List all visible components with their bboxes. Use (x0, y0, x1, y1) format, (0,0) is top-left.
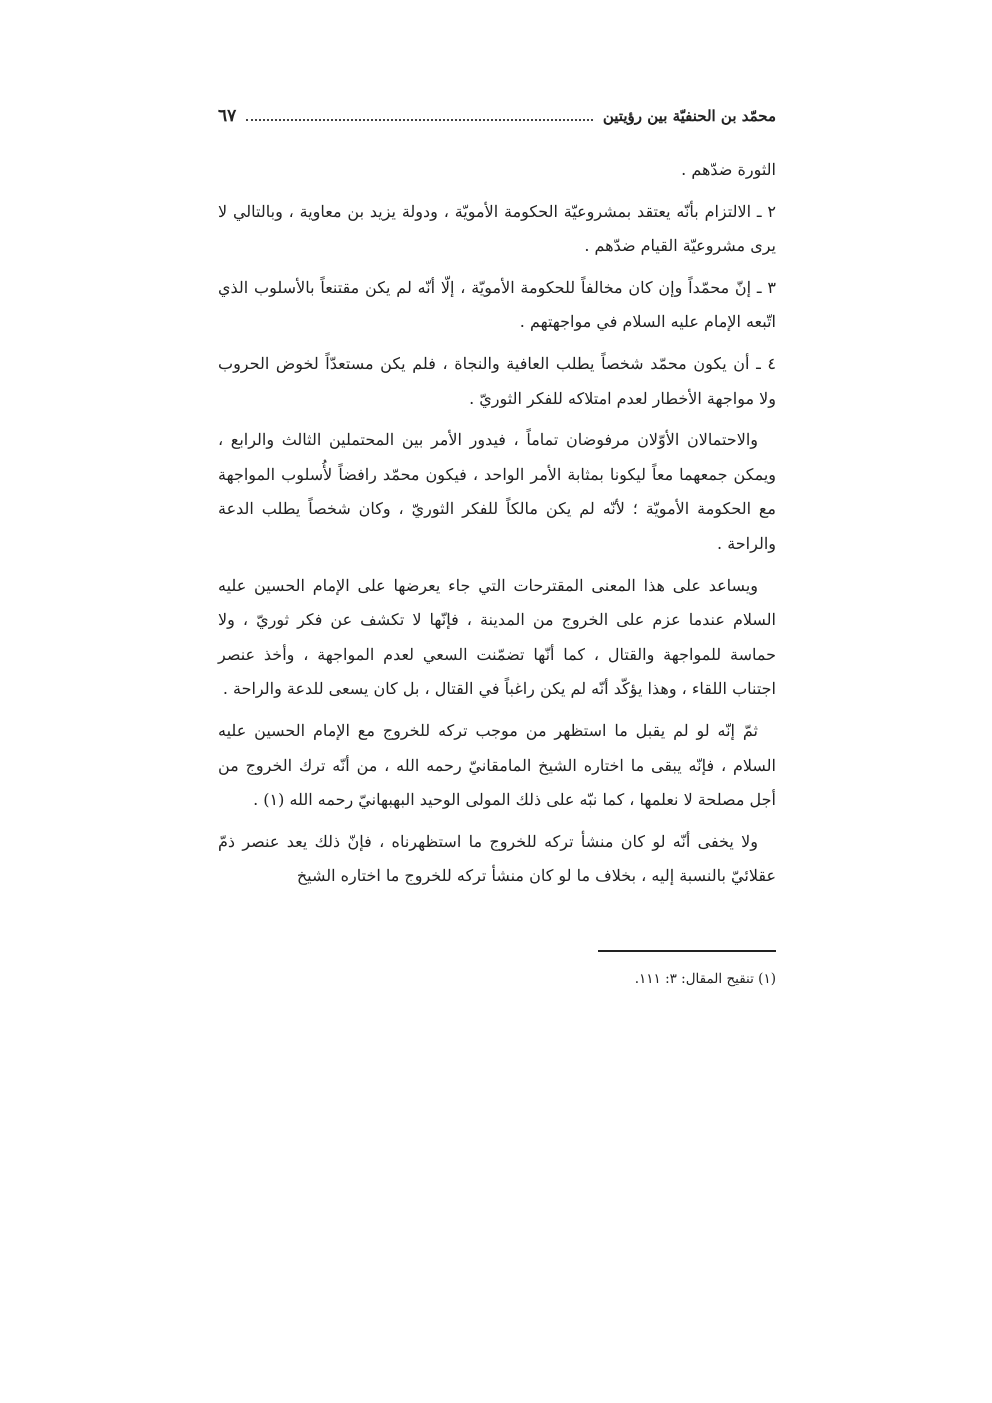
paragraph: الثورة ضدّهم . (681, 160, 776, 179)
paragraph: ولا يخفى أنّه لو كان منشأ تركه للخروج ما استظهرناه ، فإنّ ذلك يعد عنصر ذمّ عقلائيّ بالنسبة إليه ، بخلاف ما لو كان منشأ تركه للخروج ما اختاره الشيخ (218, 831, 776, 886)
body-text (218, 153, 776, 901)
footnote-divider (598, 950, 776, 952)
paragraph: ثمّ إنّه لو لم يقبل ما استظهر من موجب تركه للخروج مع الإمام الحسين عليه السلام ، فإنّه يبقى ما اختاره الشيخ المامقانيّ رحمه الله ، من أنّه ترك الخروج من أجل مصلحة لا نعلمها ، كما نبّه على ذلك المولى الوحيد البهبهانيّ رحمه الله (١) . (218, 720, 776, 810)
page-header (218, 100, 776, 132)
paragraph: ٤ ـ أن يكون محمّد شخصاً يطلب العافية والنجاة ، فلم يكن مستعدّاً لخوض الحروب ولا مواجهة الأخطار لعدم امتلاكه للفكر الثوريّ . (218, 353, 776, 408)
paragraph: ٣ ـ إنّ محمّداً وإن كان مخالفاً للحكومة الأمويّة ، إلّا أنّه لم يكن مقتنعاً بالأسلوب الذي اتّبعه الإمام عليه السلام في مواجهتهم . (218, 277, 776, 332)
footnote: (١) تنقيح المقال: ٣: ١١١. (634, 971, 776, 987)
running-title: محمّد بن الحنفيّة بين رؤيتين (602, 107, 776, 125)
paragraph: ٢ ـ الالتزام بأنّه يعتقد بمشروعيّة الحكومة الأمويّة ، ودولة يزيد بن معاوية ، وبالتالي لا يرى مشروعيّة القيام ضدّهم . (218, 201, 776, 256)
page-number: ٦٧ (218, 106, 237, 126)
paragraph: والاحتمالان الأوّلان مرفوضان تماماً ، فيدور الأمر بين المحتملين الثالث والرابع ، ويمكن جمعهما معاً ليكونا بمثابة الأمر الواحد ، فيكون محمّد رافضاً لأُسلوب المواجهة مع الحكومة الأمويّة ؛ لأنّه لم يكن مالكاً للفكر الثوريّ ، وكان شخصاً يطلب الدعة والراحة . (218, 430, 776, 553)
header-dot-leader (246, 119, 593, 121)
paragraph: ويساعد على هذا المعنى المقترحات التي جاء يعرضها على الإمام الحسين عليه السلام عندما عزم على الخروج من المدينة ، فإنّها لا تكشف عن فكر ثوريّ ، ولا حماسة للمواجهة والقتال ، كما أنّها تضمّنت السعي لعدم المواجهة ، وأخذ عنصر اجتناب اللقاء ، وهذا يؤكّد أنّه لم يكن راغباً في القتال ، بل كان يسعى للدعة والراحة . (218, 575, 776, 699)
